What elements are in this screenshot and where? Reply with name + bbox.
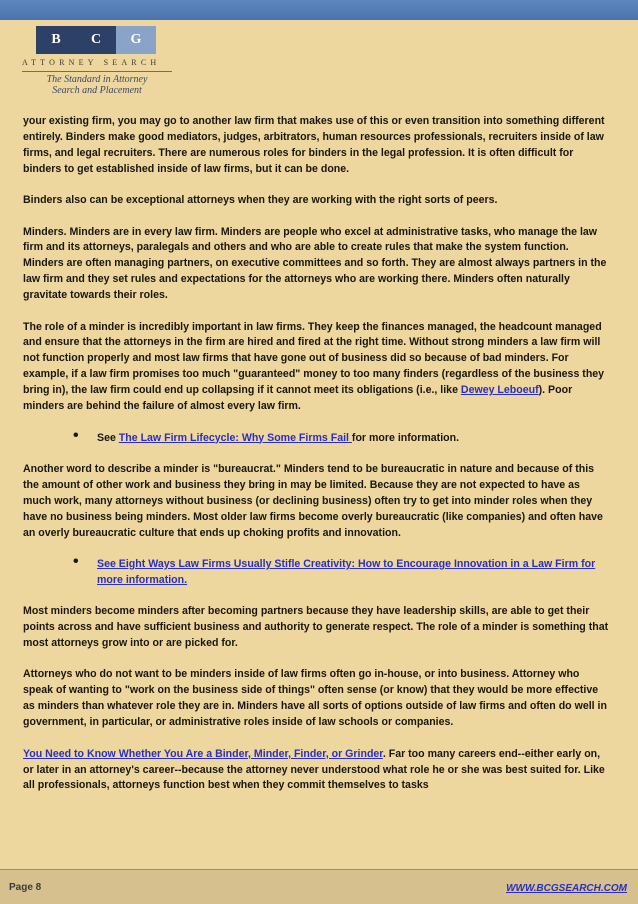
logo-subtitle: ATTORNEY SEARCH <box>22 58 161 67</box>
page-footer <box>0 869 638 904</box>
header-bar <box>0 0 638 20</box>
paragraph-minders-intro: Minders. Minders are in every law firm. Minders are people who excel at administrative tasks, who manage the law firm and its attorneys, paralegals and others and who are able to create rules that make the system function. Minders are often managing partners, on executive committees and so forth. They are almost always partners in the law firm and they set rules and expectations for the attorneys who are working there. Minders often naturally gravitate towards their roles. <box>23 225 607 302</box>
paragraph-minder-role-text: The role of a minder is incredibly important in law firms. They keep the finances managed, the headcount managed and ensure that the attorneys in the firm are hired and fired at the right time. Without strong minders a law firm will not function properly and most law firms that have gone out of business did so because of bad minders. For example, if a law firm promises too much "guaranteed" money to too many finders (regardless of the business they bring in), the law firm could end up collapsing if it cannot meet its obligations (i.e., like <box>23 320 605 397</box>
tagline-line-1: The Standard in Attorney <box>46 74 148 85</box>
paragraph-minder-role <box>23 320 609 415</box>
paragraph-minder-role-end: ). Poor minders are behind the failure of almost every law firm. <box>23 384 573 413</box>
paragraph-bureaucrat: Another word to describe a minder is "bureaucrat." Minders tend to be bureaucratic in nature and because of this the amount of other work and business they bring in may be limited. Because they are not expected to have as much work, many attorneys without business (or declining business) often try to get into minder roles when they have no business being minders. Most older law firms become overly bureaucratic (like companies) and often have an overly bureaucratic culture that ends up choking profits and innovation. <box>23 462 603 539</box>
logo-boxes <box>36 26 156 54</box>
paragraph-need-to-know <box>23 747 609 795</box>
logo-divider <box>22 71 172 72</box>
page-number: Page 8 <box>9 882 42 893</box>
bullet-dot-icon: • <box>73 426 79 444</box>
tagline-line-2: Search and Placement <box>52 85 142 96</box>
website-link[interactable]: WWW.BCGSEARCH.COM <box>506 883 627 894</box>
bullet-prefix: See <box>97 431 119 444</box>
dewey-leboeuf-link[interactable]: Dewey Leboeuf <box>460 384 539 397</box>
paragraph-in-house: Attorneys who do not want to be minders inside of law firms often go in-house, or into business. Attorney who speak of wanting to "work on the business side of things" often sense (or know) that they would be more effective as minders than whatever role they are in. Minders have all sorts of options outside of law firms and often do well in government, in particular, or administrative roles inside of law schools or companies. <box>23 668 607 729</box>
article-body <box>23 114 609 810</box>
bullet-law-firm-lifecycle <box>23 426 609 447</box>
logo-letter-g: G <box>116 26 156 54</box>
bullet-dot-icon: • <box>73 552 79 570</box>
paragraph-becoming-minders: Most minders become minders after becoming partners because they have leadership skills, are able to get their points across and have sufficient business and authority to generate respect. The role of a minder is something that most attorneys grow into or are picked for. <box>23 605 609 650</box>
paragraph-need-to-know-text: . Far too many careers end--either early on, or later in an attorney's career--because the attorney never understood what role he or she was best suited for. Like all professionals, attorneys function best when they commit themselves to tasks <box>23 747 605 792</box>
paragraph-binders-attorneys: Binders also can be exceptional attorneys when they are working with the right sorts of peers. <box>23 194 498 207</box>
logo-letter-c: C <box>90 32 102 47</box>
stifle-creativity-link[interactable]: See Eight Ways Law Firms Usually Stifle Creativity: How to Encourage Innovation in a Law Firm for more information. <box>97 557 596 586</box>
bullet-suffix: for more information. <box>351 431 460 444</box>
logo-letter-b: B <box>51 32 61 47</box>
paragraph-binders-roles: your existing firm, you may go to another law firm that makes use of this or even transition into something different entirely. Binders make good mediators, judges, arbitrators, human resources professionals, recruiters inside of law firms, and legal recruiters. There are numerous roles for binders in the legal profession. It is often difficult for binders to get established inside of law firms, but it can be done. <box>23 115 605 175</box>
tagline <box>22 74 172 96</box>
binder-minder-finder-grinder-link[interactable]: You Need to Know Whether You Are a Binder, Minder, Finder, or Grinder <box>23 747 383 760</box>
law-firm-lifecycle-link[interactable]: The Law Firm Lifecycle: Why Some Firms Fail <box>118 431 352 444</box>
bullet-stifle-creativity <box>23 552 609 589</box>
